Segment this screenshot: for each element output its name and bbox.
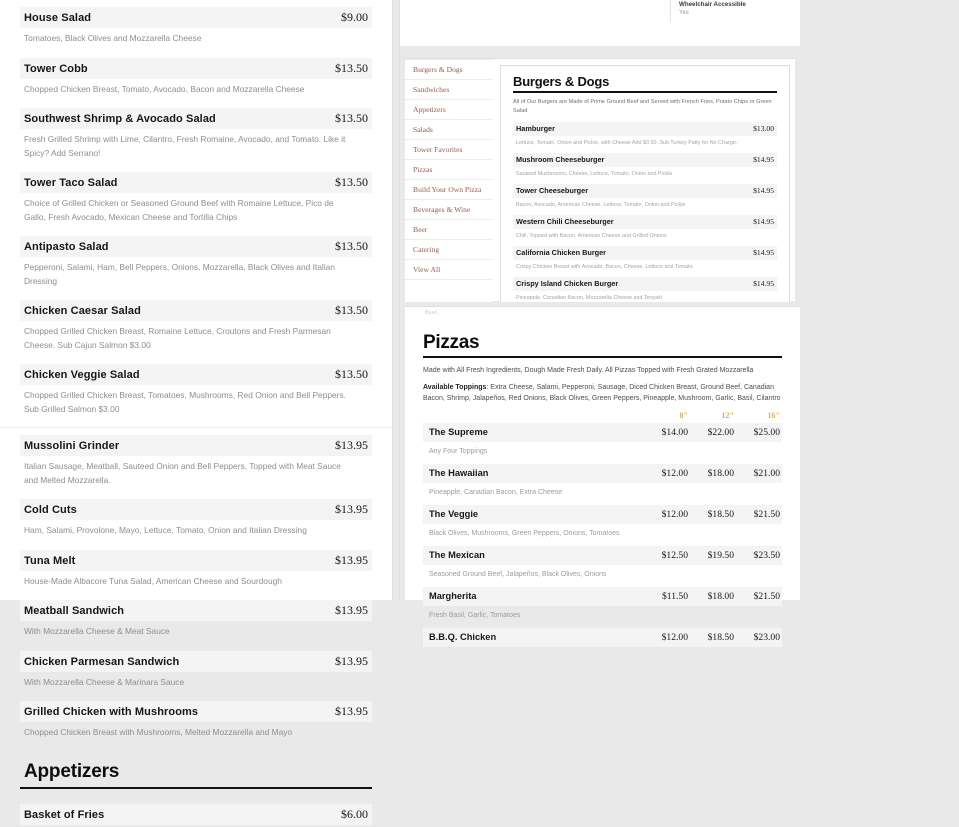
menu-item-price: $6.00 <box>341 806 368 821</box>
pizza-item-row <box>423 423 782 461</box>
menu-item-name: House Salad <box>24 12 92 24</box>
left-menu-list <box>0 0 392 827</box>
category-nav-item-view-all[interactable]: View All <box>405 260 493 280</box>
burger-item-description: Pineapple, Canadian Bacon, Mozzarella Cheese and Teriyaki <box>516 295 663 301</box>
burger-item-description: Lettuce, Tomato, Onion and Pickle, with Cheese Add $0.50. Sub Turkey Patty for No Charge. <box>516 140 738 146</box>
burger-item-header <box>513 215 777 229</box>
menu-item-description: Italian Sausage, Meatball, Sauteed Onion and Bell Peppers, Topped with Meat Sauce and Melted Mozzarella. <box>24 461 341 485</box>
burger-item-row <box>513 215 777 245</box>
menu-item-header <box>20 435 372 456</box>
category-nav-item-sandwiches[interactable]: Sandwiches <box>405 80 493 100</box>
category-nav-item-pizzas[interactable]: Pizzas <box>405 160 493 180</box>
menu-item-header <box>20 499 372 520</box>
menu-item-row <box>20 543 372 594</box>
menu-item-price: $13.95 <box>335 438 368 452</box>
burger-item-name: Hamburger <box>516 124 555 133</box>
menu-item-name: Chicken Caesar Salad <box>24 305 141 317</box>
right-menu-column <box>400 0 800 643</box>
menu-item-price: $13.95 <box>335 502 368 516</box>
menu-item-header <box>20 236 372 257</box>
pizza-item-price: $23.50 <box>753 550 780 561</box>
pizza-item-description: Any Four Toppings <box>429 448 488 455</box>
menu-item-name: Cold Cuts <box>24 504 77 516</box>
menu-item-name: Antipasto Salad <box>24 241 109 253</box>
menu-item-row <box>20 51 372 102</box>
pizza-item-name: The Mexican <box>429 550 485 560</box>
pizza-item-header <box>423 546 782 565</box>
menu-item-name: Basket of Fries <box>24 808 105 821</box>
menu-item-description: Choice of Grilled Chicken or Seasoned Ground Beef with Romaine Lettuce, Pico de Gallo, Fresh Avocado, Mexican Cheese and Tortilla Chips <box>24 198 334 222</box>
menu-item-price: $13.50 <box>335 175 368 189</box>
burgers-title: Burgers & Dogs <box>513 74 777 93</box>
pizza-size-header: 8" <box>679 411 688 420</box>
menu-item-name: Tower Cobb <box>24 62 88 75</box>
burger-item-header <box>513 184 777 198</box>
burger-item-price: $14.95 <box>753 217 774 226</box>
pizza-item-price: $22.00 <box>707 427 734 438</box>
burgers-subtitle: All of Our Burgers are Made of Prime Ground Beef and Served with French Fries, Potato Chips or Green Salad <box>513 99 772 114</box>
menu-item-description: Chopped Chicken Breast with Mushrooms, Melted Mozzarella and Mayo <box>24 727 293 737</box>
burger-item-description: Crispy Chicken Breast with Avocado, Bacon, Cheese, Lettuce and Tomato <box>516 264 693 270</box>
pizza-item-header <box>423 423 782 442</box>
burger-item-name: Western Chili Cheeseburger <box>516 217 614 226</box>
pizza-size-header: 12" <box>721 411 734 420</box>
menu-item-name: Chicken Parmesan Sandwich <box>24 655 180 668</box>
pizza-item-name: Margherita <box>429 591 477 601</box>
pizza-item-price: $19.50 <box>707 550 734 561</box>
menu-item-name: Grilled Chicken with Mushrooms <box>24 706 199 718</box>
menu-item-description: Fresh Grilled Shrimp with Lime, Cilantro, Fresh Romaine, Avocado, and Tomato. Like it Spicy? Add Serrano! <box>24 134 346 158</box>
pizza-item-price: $12.00 <box>661 509 688 520</box>
appetizers-section-title: Appetizers <box>20 745 372 789</box>
section-divider <box>0 427 392 428</box>
menu-item-header <box>20 651 372 672</box>
menu-item-price: $13.50 <box>335 111 368 125</box>
sandwiches-item-group <box>20 428 372 745</box>
burger-item-row <box>513 246 777 276</box>
menu-item-row <box>20 644 372 695</box>
menu-item-description: Chopped Grilled Chicken Breast, Romaine Lettuce, Croutons and Fresh Parmesan Cheese. Sub Cajun Salmon $3.00 <box>24 326 331 350</box>
menu-item-header <box>20 300 372 321</box>
category-nav-item-burgers-dogs[interactable]: Burgers & Dogs <box>405 59 493 80</box>
pizza-item-price: $18.00 <box>707 468 734 479</box>
pizza-item-row <box>423 464 782 502</box>
menu-item-price: $13.95 <box>335 704 368 718</box>
menu-item-row <box>20 101 372 165</box>
burger-item-header <box>513 277 777 291</box>
category-nav-item-tower-favorites[interactable]: Tower Favorites <box>405 140 493 160</box>
menu-item-header <box>20 58 372 79</box>
burger-item-row <box>513 184 777 214</box>
menu-item-header <box>20 108 372 129</box>
burger-item-price: $14.95 <box>753 186 774 195</box>
menu-item-description: With Mozzarella Cheese & Meat Sauce <box>24 626 170 636</box>
menu-item-price: $13.50 <box>335 239 368 253</box>
menu-item-row <box>20 797 372 827</box>
appetizers-item-group <box>20 797 372 827</box>
pizza-size-header: 16" <box>767 411 780 420</box>
pizza-item-price: $12.00 <box>661 632 688 643</box>
pizza-item-price: $18.50 <box>707 509 734 520</box>
pizza-item-price: $25.00 <box>753 427 780 438</box>
menu-item-header <box>20 701 372 722</box>
pizza-item-header <box>423 464 782 483</box>
menu-item-price: $13.95 <box>335 653 368 668</box>
pizza-item-price: $12.00 <box>661 468 688 479</box>
menu-item-description: With Mozzarella Cheese & Marinara Sauce <box>24 676 185 687</box>
menu-item-row <box>20 293 372 357</box>
menu-item-name: Tuna Melt <box>24 554 76 567</box>
burgers-category-card <box>405 58 795 301</box>
toppings-label: Available Toppings <box>423 384 487 391</box>
menu-item-description: Chopped Grilled Chicken Breast, Tomatoes, Mushrooms, Red Onion and Bell Peppers. Sub Grilled Salmon $3.00 <box>24 390 346 414</box>
menu-item-description: Tomatoes, Black Olives and Mozzarella Cheese <box>24 33 202 43</box>
menu-item-description: Chopped Chicken Breast, Tomato, Avocado, Bacon and Mozzarella Cheese <box>24 83 305 94</box>
burger-item-description: Bacon, Avocado, American Cheese, Lettuce, Tomato, Onion and Pickle <box>516 202 686 208</box>
pizza-item-description: Seasoned Ground Beef, Jalapeños, Black Olives, Onions <box>429 571 607 578</box>
burger-item-price: $14.95 <box>753 279 774 288</box>
menu-item-name: Chicken Veggie Salad <box>24 369 140 381</box>
menu-item-row <box>20 428 372 492</box>
menu-item-header <box>20 600 372 621</box>
menu-item-price: $13.50 <box>335 303 368 317</box>
panel-divider-line <box>392 0 393 600</box>
menu-item-header <box>20 364 372 385</box>
menu-item-header <box>20 804 372 825</box>
category-nav-item-build-your-own-pizza[interactable]: Build Your Own Pizza <box>405 180 493 200</box>
pizza-item-price: $21.50 <box>753 509 780 520</box>
menu-item-name: Southwest Shrimp & Avocado Salad <box>24 113 216 125</box>
category-nav-item-appetizers[interactable]: Appetizers <box>405 100 493 120</box>
pizza-item-row <box>423 505 782 543</box>
pizza-item-row <box>423 587 782 625</box>
toppings-list: : Extra Cheese, Salami, Pepperoni, Sausage, Diced Chicken Breast, Ground Beef, Canadian Bacon, Shrimp, Jalapeños, Red Onions, Black Olives, Green Peppers, Pineapple, Mushroom, Garlic, Basil, Cilantro <box>423 384 781 402</box>
category-nav-item-catering[interactable]: Catering <box>405 240 493 260</box>
menu-item-row <box>20 229 372 293</box>
burger-item-row <box>513 153 777 183</box>
category-nav-list[interactable] <box>405 59 493 302</box>
burger-item-name: Mushroom Cheeseburger <box>516 155 605 164</box>
menu-item-description: Pepperoni, Salami, Ham, Bell Peppers, Onions, Mozzarella, Black Olives and Italian Dressing <box>24 262 335 286</box>
burger-item-price: $13.00 <box>753 124 774 133</box>
burger-item-row <box>513 122 777 152</box>
pizza-item-name: The Veggie <box>429 509 479 519</box>
left-menu-panel <box>0 0 392 821</box>
pizza-item-name: The Hawaiian <box>429 468 489 478</box>
wheelchair-accessible-label: Wheelchair Accessible <box>679 1 746 8</box>
pizza-size-header-row <box>423 411 782 420</box>
menu-item-header <box>20 7 372 28</box>
menu-item-row <box>20 165 372 229</box>
pizza-item-price: $11.50 <box>661 591 688 602</box>
pizza-item-price: $12.50 <box>661 550 688 561</box>
salads-item-group <box>20 0 372 421</box>
menu-item-row <box>20 0 372 51</box>
burger-item-row <box>513 277 777 307</box>
menu-item-price: $13.50 <box>335 367 368 381</box>
burger-item-name: Tower Cheeseburger <box>516 186 589 195</box>
menu-item-header <box>20 172 372 193</box>
burger-item-header <box>513 246 777 260</box>
pizzas-panel <box>405 306 800 643</box>
burger-item-name: Crispy Island Chicken Burger <box>516 279 619 288</box>
burger-item-price: $14.95 <box>753 248 774 257</box>
menu-item-name: Tower Taco Salad <box>24 177 118 189</box>
menu-item-name: Meatball Sandwich <box>24 605 125 617</box>
pizza-item-row <box>423 628 782 647</box>
pizza-item-price: $21.50 <box>753 591 780 602</box>
menu-item-price: $13.95 <box>335 603 368 617</box>
menu-item-header <box>20 550 372 571</box>
category-nav-item-beer[interactable]: Beer <box>405 220 493 240</box>
pizza-item-header <box>423 505 782 524</box>
pizza-item-price: $18.00 <box>707 591 734 602</box>
burgers-panel <box>500 65 790 302</box>
pizza-item-price: $23.00 <box>753 632 780 643</box>
pizza-item-row <box>423 546 782 584</box>
burger-item-name: California Chicken Burger <box>516 248 607 257</box>
pizzas-ghost-label: Basil <box>425 310 438 316</box>
pizzas-item-list <box>423 423 782 647</box>
pizza-item-description: Fresh Basil, Garlic, Tomatoes <box>429 612 521 619</box>
wheelchair-accessible-value: Yes <box>679 10 689 16</box>
menu-item-row <box>20 357 372 421</box>
burger-item-description: Sauteed Mushrooms, Cheese, Lettuce, Tomato, Onion and Pickle <box>516 171 673 177</box>
menu-item-price: $13.95 <box>335 552 368 567</box>
business-info-block <box>670 0 792 22</box>
pizza-item-price: $14.00 <box>661 427 688 438</box>
pizzas-toppings-line <box>423 383 782 404</box>
pizza-item-name: The Supreme <box>429 427 488 437</box>
menu-item-row <box>20 593 372 644</box>
category-nav-item-salads[interactable]: Salads <box>405 120 493 140</box>
pizza-item-price: $18.50 <box>707 632 734 643</box>
category-nav-item-beverages-wine[interactable]: Beverages & Wine <box>405 200 493 220</box>
burger-item-price: $14.95 <box>753 155 774 164</box>
burger-item-description: Chili, Topped with Bacon, American Cheese and Grilled Onions <box>516 233 667 239</box>
menu-item-price: $13.50 <box>335 60 368 75</box>
pizza-item-description: Black Olives, Mushrooms, Green Peppers, Onions, Tomatoes <box>429 530 620 537</box>
menu-item-description: House-Made Albacore Tuna Salad, American Cheese and Sourdough <box>24 575 282 586</box>
menu-item-row <box>20 492 372 543</box>
pizzas-title: Pizzas <box>423 332 782 358</box>
pizza-item-price: $21.00 <box>753 468 780 479</box>
burger-item-header <box>513 153 777 167</box>
pizza-item-header <box>423 587 782 606</box>
menu-item-row <box>20 694 372 745</box>
pizza-item-name: B.B.Q. Chicken <box>429 632 497 642</box>
pizzas-subtitle: Made with All Fresh Ingredients, Dough Made Fresh Daily. All Pizzas Topped with Fresh Grated Mozzarella <box>423 367 754 374</box>
pizza-item-header <box>423 628 782 647</box>
menu-item-price: $9.00 <box>341 10 368 24</box>
pizza-item-description: Pineapple, Canadian Bacon, Extra Cheese <box>429 489 563 496</box>
burger-item-header <box>513 122 777 136</box>
menu-item-name: Mussolini Grinder <box>24 440 120 452</box>
menu-item-description: Ham, Salami, Provolone, Mayo, Lettuce, Tomato, Onion and Italian Dressing <box>24 525 307 535</box>
